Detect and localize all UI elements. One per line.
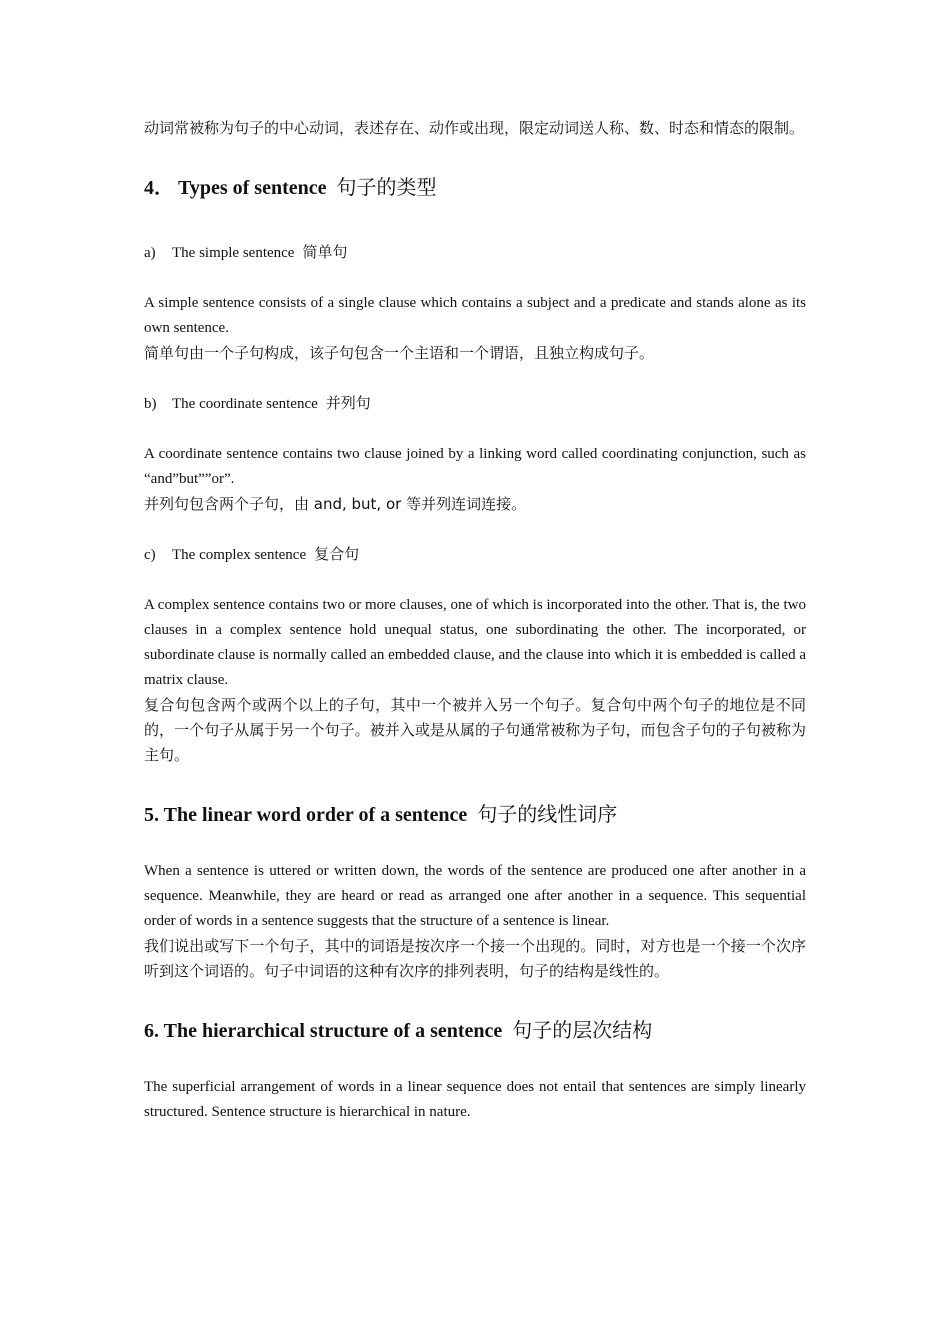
subsection-a-label: The simple sentence <box>172 245 295 261</box>
subsection-c-label-zh: 复合句 <box>314 545 360 563</box>
subsection-c-paragraph-zh: 复合句包含两个或两个以上的子句，其中一个被并入另一个句子。复合句中两个句子的地位是不同的，一个句子从属于另一个句子。被并入或是从属的子句通常被称为子句，而包含子句的子句被称为主句。 <box>144 696 806 764</box>
subsection-b-marker: b) <box>144 396 157 412</box>
subsection-b-paragraph-en: A coordinate sentence contains two clause joined by a linking word called coordinating conjunction, such as “and”but””or”. <box>144 446 806 487</box>
subsection-b-label-zh: 并列句 <box>325 394 371 412</box>
section-5-heading <box>144 800 806 829</box>
subsection-c-label: The complex sentence <box>172 547 307 563</box>
document-page <box>144 116 806 1125</box>
section-5-title-zh: 句子的线性词序 <box>477 802 618 826</box>
section-4-title: Types of sentence <box>178 177 327 199</box>
section-6-title-zh: 句子的层次结构 <box>512 1018 653 1042</box>
subsection-b-heading <box>144 391 806 417</box>
section-6-paragraph-en: The superficial arrangement of words in a linear sequence does not entail that sentences are simply linearly structured. Sentence structure is hierarchical in nature. <box>144 1079 806 1120</box>
subsection-b-label: The coordinate sentence <box>172 396 318 412</box>
subsection-a-paragraph-en: A simple sentence consists of a single clause which contains a subject and a predicate and stands alone as its own sentence. <box>144 295 806 336</box>
section-5-paragraph-zh: 我们说出或写下一个句子，其中的词语是按次序一个接一个出现的。同时，对方也是一个接一个次序听到这个词语的。句子中词语的这种有次序的排列表明，句子的结构是线性的。 <box>144 937 806 980</box>
section-5-paragraph-en: When a sentence is uttered or written down, the words of the sentence are produced one after another in a sequence. Meanwhile, they are heard or read as arranged one after another in a sequence. This sequential order of words in a sentence suggests that the structure of a sentence is linear. <box>144 863 806 929</box>
subsection-a-label-zh: 简单句 <box>302 243 348 261</box>
section-5-title: 5. The linear word order of a sentence <box>144 804 468 826</box>
section-6-title: 6. The hierarchical structure of a sentence <box>144 1020 503 1042</box>
subsection-b-paragraph-zh: 并列句包含两个子句，由 and, but, or 等并列连词连接。 <box>144 495 527 513</box>
section-6-heading <box>144 1016 806 1045</box>
section-4-title-zh: 句子的类型 <box>336 175 437 199</box>
intro-paragraph-zh: 动词常被称为句子的中心动词，表述存在、动作或出现，限定动词送人称、数、时态和情态的限制。 <box>144 119 805 137</box>
subsection-c-marker: c) <box>144 547 156 563</box>
subsection-a-marker: a) <box>144 245 156 261</box>
section-4-number: 4． <box>144 177 174 199</box>
subsection-a-paragraph-zh: 简单句由一个子句构成，该子句包含一个主语和一个谓语，且独立构成句子。 <box>144 344 655 362</box>
section-4-heading <box>144 173 806 202</box>
subsection-a-heading <box>144 240 806 266</box>
subsection-c-heading <box>144 542 806 568</box>
subsection-c-paragraph-en: A complex sentence contains two or more clauses, one of which is incorporated into the other. That is, the two clauses in a complex sentence hold unequal status, one subordinating the other. The incorporated, or subordinate clause is normally called an embedded clause, and the clause into which it is embedded is called a matrix clause. <box>144 597 806 688</box>
